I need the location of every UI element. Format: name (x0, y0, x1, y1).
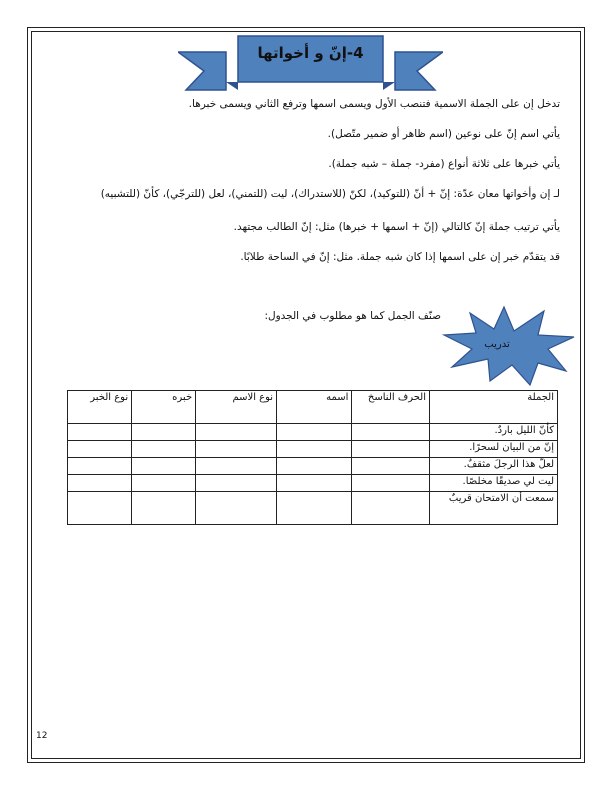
header-predicate-type: نوع الخبر (68, 391, 132, 424)
header-particle: الحرف الناسخ (352, 391, 430, 424)
empty-cell[interactable] (277, 441, 352, 458)
paragraph: تدخل إن على الجملة الاسمية فتنصب الأول ويسمى اسمها وترفع الثاني ويسمى خبرها. (188, 98, 560, 110)
empty-cell[interactable] (277, 458, 352, 475)
paragraph: يأتي خبرها على ثلاثة أنواع (مفرد- جملة – شبه جملة). (328, 158, 560, 170)
table-header-row (68, 391, 558, 424)
empty-cell[interactable] (196, 475, 277, 492)
empty-cell[interactable] (352, 492, 430, 525)
page-number: 12 (36, 731, 48, 741)
sentence-cell: كأنّ الليل باردٌ. (430, 424, 558, 441)
empty-cell[interactable] (132, 441, 196, 458)
table-row (68, 475, 558, 492)
table-row (68, 492, 558, 525)
empty-cell[interactable] (132, 424, 196, 441)
exercise-instruction: صنّف الجمل كما هو مطلوب في الجدول: (264, 310, 441, 322)
paragraph: قد يتقدّم خبر إن على اسمها إذا كان شبه جملة. مثل: إنّ في الساحة طلابًا. (240, 251, 560, 263)
empty-cell[interactable] (352, 424, 430, 441)
table-row (68, 424, 558, 441)
header-predicate: خبره (132, 391, 196, 424)
empty-cell[interactable] (277, 475, 352, 492)
page-title: 4-إنّ و أخواتها (257, 44, 364, 62)
empty-cell[interactable] (196, 458, 277, 475)
empty-cell[interactable] (132, 458, 196, 475)
empty-cell[interactable] (352, 475, 430, 492)
classification-table (67, 390, 558, 525)
empty-cell[interactable] (277, 492, 352, 525)
empty-cell[interactable] (196, 492, 277, 525)
title-banner (178, 30, 443, 94)
empty-cell[interactable] (277, 424, 352, 441)
empty-cell[interactable] (68, 475, 132, 492)
empty-cell[interactable] (196, 424, 277, 441)
paragraph: لـ إن وأخواتها معان عدّة: إنّ + أنّ (للتوكيد)، لكنّ (للاستدراك)، ليت (للتمني)، لعل (للترجّي)، كأنّ (للتشبيه) (100, 188, 560, 200)
exercise-badge (442, 305, 582, 387)
empty-cell[interactable] (68, 441, 132, 458)
empty-cell[interactable] (352, 441, 430, 458)
header-noun-type: نوع الاسم (196, 391, 277, 424)
empty-cell[interactable] (68, 458, 132, 475)
sentence-cell: سمعت أن الامتحان قريبٌ (430, 492, 558, 525)
empty-cell[interactable] (132, 492, 196, 525)
empty-cell[interactable] (196, 441, 277, 458)
sentence-cell: ليت لي صديقًا مخلصًا. (430, 475, 558, 492)
exercise-badge-label: تدريب (484, 339, 510, 350)
empty-cell[interactable] (352, 458, 430, 475)
table-row (68, 441, 558, 458)
paragraph: يأتي اسم إنّ على نوعين (اسم ظاهر أو ضمير متّصل). (327, 128, 560, 140)
header-sentence: الجملة (430, 391, 558, 424)
header-noun: اسمه (277, 391, 352, 424)
empty-cell[interactable] (132, 475, 196, 492)
sentence-cell: لعلّ هذا الرجلَ مثقفٌ. (430, 458, 558, 475)
empty-cell[interactable] (68, 492, 132, 525)
empty-cell[interactable] (68, 424, 132, 441)
paragraph: يأتي ترتيب جملة إنّ كالتالي (إنّ + اسمها + خبرها) مثل: إنّ الطالب مجتهد. (233, 221, 560, 233)
table-row (68, 458, 558, 475)
sentence-cell: إنّ من البيان لسحرًا. (430, 441, 558, 458)
